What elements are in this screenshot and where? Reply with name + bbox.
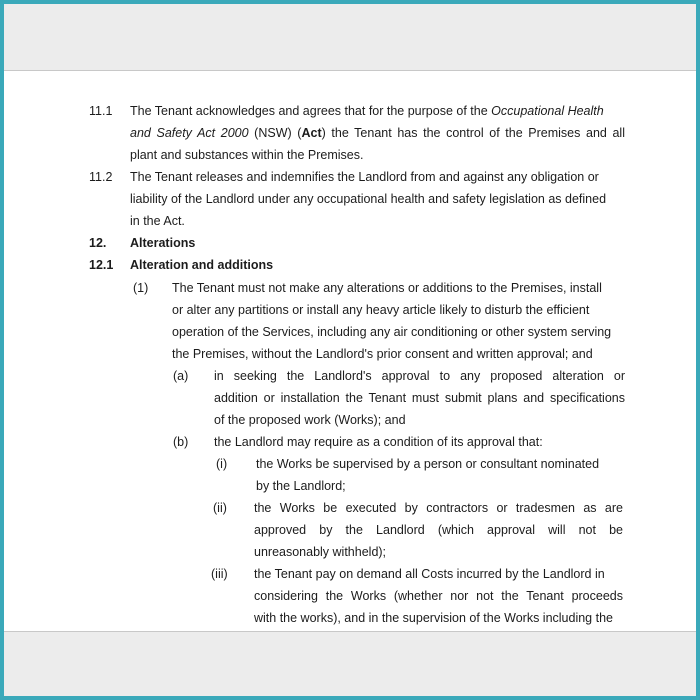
clause-11-1-line-1: The Tenant acknowledges and agrees that for the purpose of the Occupational Health (130, 104, 604, 118)
clause-11-2-number: 11.2 (89, 170, 113, 184)
item-ii-line-2: approved by the Landlord (which approval will not be (254, 523, 623, 537)
item-iii-line-1: the Tenant pay on demand all Costs incurred by the Landlord in (254, 567, 605, 581)
section-12-number: 12. (89, 236, 107, 250)
paragraph-1-line-2: or alter any partitions or install any heavy article likely to disturb the efficient (172, 303, 590, 317)
document-page (4, 70, 696, 632)
clause-12-1-number: 12.1 (89, 258, 114, 272)
subparagraph-a-line-3: of the proposed work (Works); and (214, 413, 406, 427)
clause-11-2-line-3: in the Act. (130, 214, 185, 228)
subparagraph-a-line-2: addition or installation the Tenant must submit plans and specifications (214, 391, 625, 405)
clause-11-1-line-3: plant and substances within the Premises. (130, 148, 364, 162)
item-ii-line-1: the Works be executed by contractors or tradesmen as are (254, 501, 623, 515)
item-i-number: (i) (216, 457, 228, 471)
subparagraph-a-number: (a) (173, 369, 189, 383)
item-i-line-1: the Works be supervised by a person or consultant nominated (256, 457, 600, 471)
paragraph-1-line-1: The Tenant must not make any alterations or additions to the Premises, install (172, 281, 602, 295)
item-iii-line-2: considering the Works (whether nor not the Tenant proceeds (254, 589, 623, 603)
subparagraph-b-number: (b) (173, 435, 189, 449)
paragraph-1-number: (1) (133, 281, 149, 295)
item-ii-line-3: unreasonably withheld); (254, 545, 387, 559)
subparagraph-b-line-1: the Landlord may require as a condition of its approval that: (214, 435, 543, 449)
subparagraph-a-line-1: in seeking the Landlord's approval to any proposed alteration or (214, 369, 625, 383)
clause-11-2-line-2: liability of the Landlord under any occupational health and safety legislation as defined (130, 192, 607, 206)
section-12-heading: Alterations (130, 236, 196, 250)
item-i-line-2: by the Landlord; (256, 479, 346, 493)
item-iii-number: (iii) (211, 567, 228, 581)
clause-11-1-line-2: and Safety Act 2000 (NSW) (Act) the Tenant has the control of the Premises and all (130, 126, 625, 140)
paragraph-1-line-3: operation of the Services, including any air conditioning or other system serving (172, 325, 612, 339)
clause-12-1-heading: Alteration and additions (130, 258, 274, 272)
item-iii-line-3: with the works), and in the supervision of the Works including the (254, 611, 613, 625)
clause-11-1-number: 11.1 (89, 104, 113, 118)
paragraph-1-line-4: the Premises, without the Landlord's prior consent and written approval; and (172, 347, 593, 361)
clause-11-2-line-1: The Tenant releases and indemnifies the Landlord from and against any obligation or (130, 170, 599, 184)
item-ii-number: (ii) (213, 501, 227, 515)
